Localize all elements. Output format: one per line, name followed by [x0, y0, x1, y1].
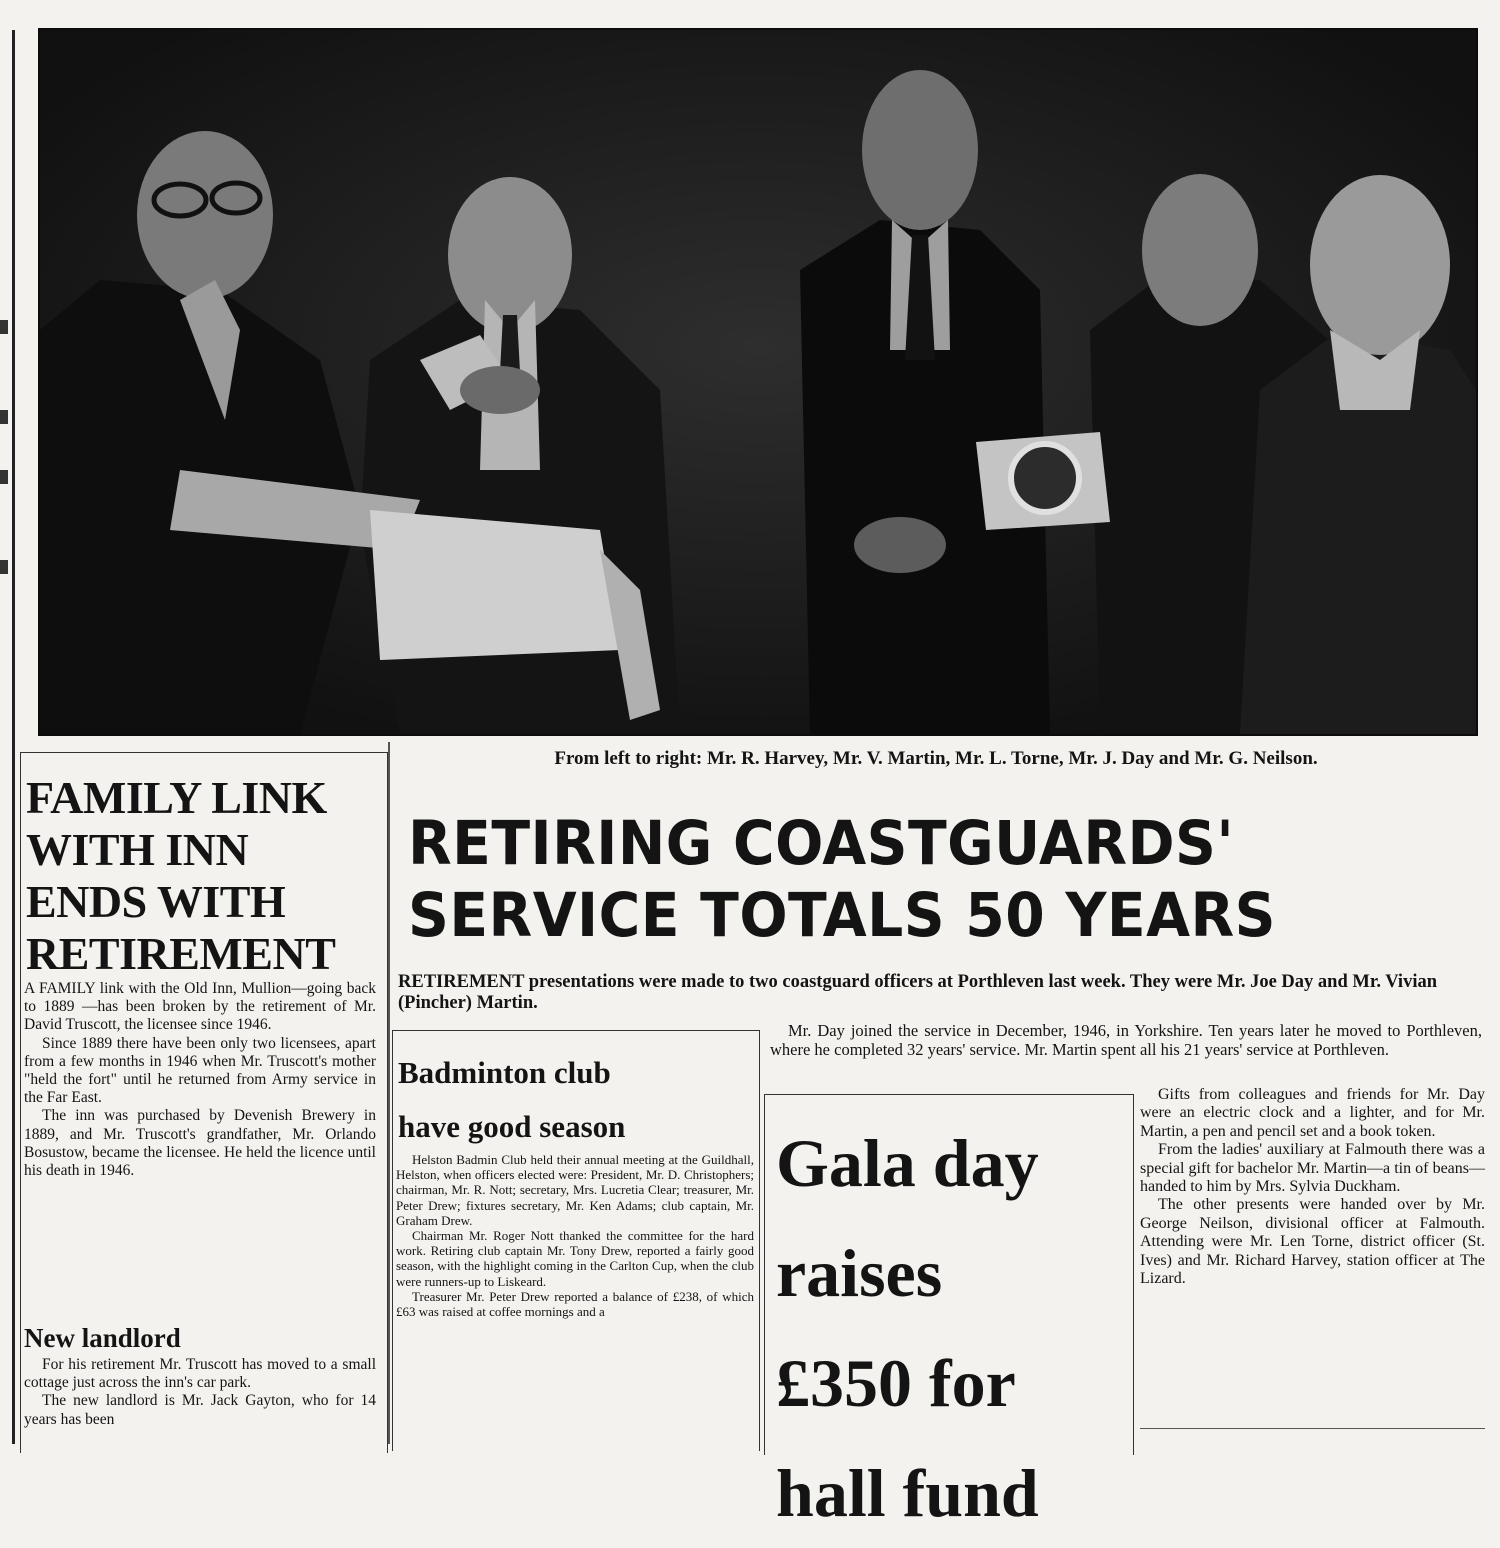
- column-rule: [388, 742, 390, 1444]
- gutter-mark: [0, 410, 8, 424]
- photo-caption: From left to right: Mr. R. Harvey, Mr. V. Martin, Mr. L. Torne, Mr. J. Day and Mr. G. Neilson.: [554, 748, 1318, 769]
- page-edge-rule: [12, 30, 15, 1444]
- main-story-body-top: [770, 1022, 1482, 1059]
- headline-line: RETIREMENT: [26, 928, 336, 979]
- main-headline: [408, 808, 1412, 952]
- paragraph: The new landlord is Mr. Jack Gayton, who for 14 years has been: [24, 1392, 376, 1428]
- paragraph: From the ladies' auxiliary at Falmouth there was a special gift for bachelor Mr. Martin—a tin of beans—handed to him by Mrs. Sylvia Duckham.: [1140, 1141, 1485, 1196]
- headline-line: £350 for: [776, 1345, 1016, 1421]
- headline-line: FAMILY LINK: [26, 772, 327, 823]
- bottom-rule: [1140, 1428, 1485, 1429]
- headline-line: raises: [776, 1235, 943, 1311]
- headline-line: RETIRING COASTGUARDS': [408, 808, 1235, 879]
- news-photo: [38, 28, 1478, 736]
- gutter-mark: [0, 560, 8, 574]
- badminton-headline: [398, 1046, 758, 1154]
- paragraph: Mr. Day joined the service in December, 1946, in Yorkshire. Ten years later he moved to Porthleven, where he completed 32 years' service. Mr. Martin spent all his 21 years' service at Porthleven.: [770, 1021, 1482, 1059]
- paragraph: Since 1889 there have been only two licensees, apart from a few months in 1946 when Mr. Truscott's mother "held the fort" until he returned from Army service in the Far East.: [24, 1034, 376, 1107]
- main-story-body-column: [1140, 1086, 1485, 1288]
- headline-line: hall fund: [776, 1455, 1039, 1531]
- gala-headline: [776, 1108, 1126, 1548]
- left-story-body-continued: [24, 1356, 376, 1429]
- headline-line: have good season: [398, 1109, 626, 1144]
- paragraph: A FAMILY link with the Old Inn, Mullion—going back to 1889 —has been broken by the retirement of Mr. David Truscott, the licensee since 1946.: [24, 980, 376, 1034]
- headline-line: ENDS WITH: [26, 876, 286, 927]
- main-story-intro: RETIREMENT presentations were made to two coastguard officers at Porthleven last week. They were Mr. Joe Day and Mr. Vivian (Pincher) Martin.: [398, 972, 1437, 1013]
- headline-line: SERVICE TOTALS 50 YEARS: [408, 880, 1276, 951]
- headline-line: Badminton club: [398, 1055, 611, 1090]
- left-story-subheading: New landlord: [24, 1323, 181, 1353]
- paragraph: Helston Badmin Club held their annual meeting at the Guildhall, Helston, when officers elected were: President, Mr. D. Christophers; chairman, Mr. R. Nott; secretary, Mrs. Lucretia Clear; treasurer, Mr. Peter Drew; fixtures secretary, Mr. Ken Adams; club captain, Mr. Graham Drew.: [396, 1152, 754, 1228]
- paragraph: For his retirement Mr. Truscott has moved to a small cottage just across the inn's car park.: [24, 1356, 376, 1392]
- photo-illustration: [40, 30, 1476, 734]
- paragraph: Chairman Mr. Roger Nott thanked the committee for the hard work. Retiring club captain Mr. Tony Drew, reported a fairly good season, with the highlight coming in the Carlton Cup, when the club were runners-up to Liskeard.: [396, 1228, 754, 1289]
- badminton-story-body: [396, 1152, 754, 1319]
- paragraph: The inn was purchased by Devenish Brewery in 1889, and Mr. Truscott's grandfather, Mr. Orlando Bosustow, became the licensee. He held the licence until his death in 1946.: [24, 1107, 376, 1180]
- headline-line: Gala day: [776, 1125, 1039, 1201]
- paragraph: The other presents were handed over by Mr. George Neilson, divisional officer at Falmouth. Attending were Mr. Len Torne, district officer (St. Ives) and Mr. Richard Harvey, station officer at The Lizard.: [1140, 1196, 1485, 1288]
- paragraph: Treasurer Mr. Peter Drew reported a balance of £238, of which £63 was raised at coffee mornings and a: [396, 1288, 754, 1320]
- gutter-mark: [0, 320, 8, 334]
- headline-line: WITH INN: [26, 824, 249, 875]
- left-story-body: [24, 980, 376, 1180]
- left-story-headline: [26, 772, 376, 980]
- gutter-mark: [0, 470, 8, 484]
- paragraph: Gifts from colleagues and friends for Mr. Day were an electric clock and a lighter, and for Mr. Martin, a pen and pencil set and a book token.: [1140, 1086, 1485, 1140]
